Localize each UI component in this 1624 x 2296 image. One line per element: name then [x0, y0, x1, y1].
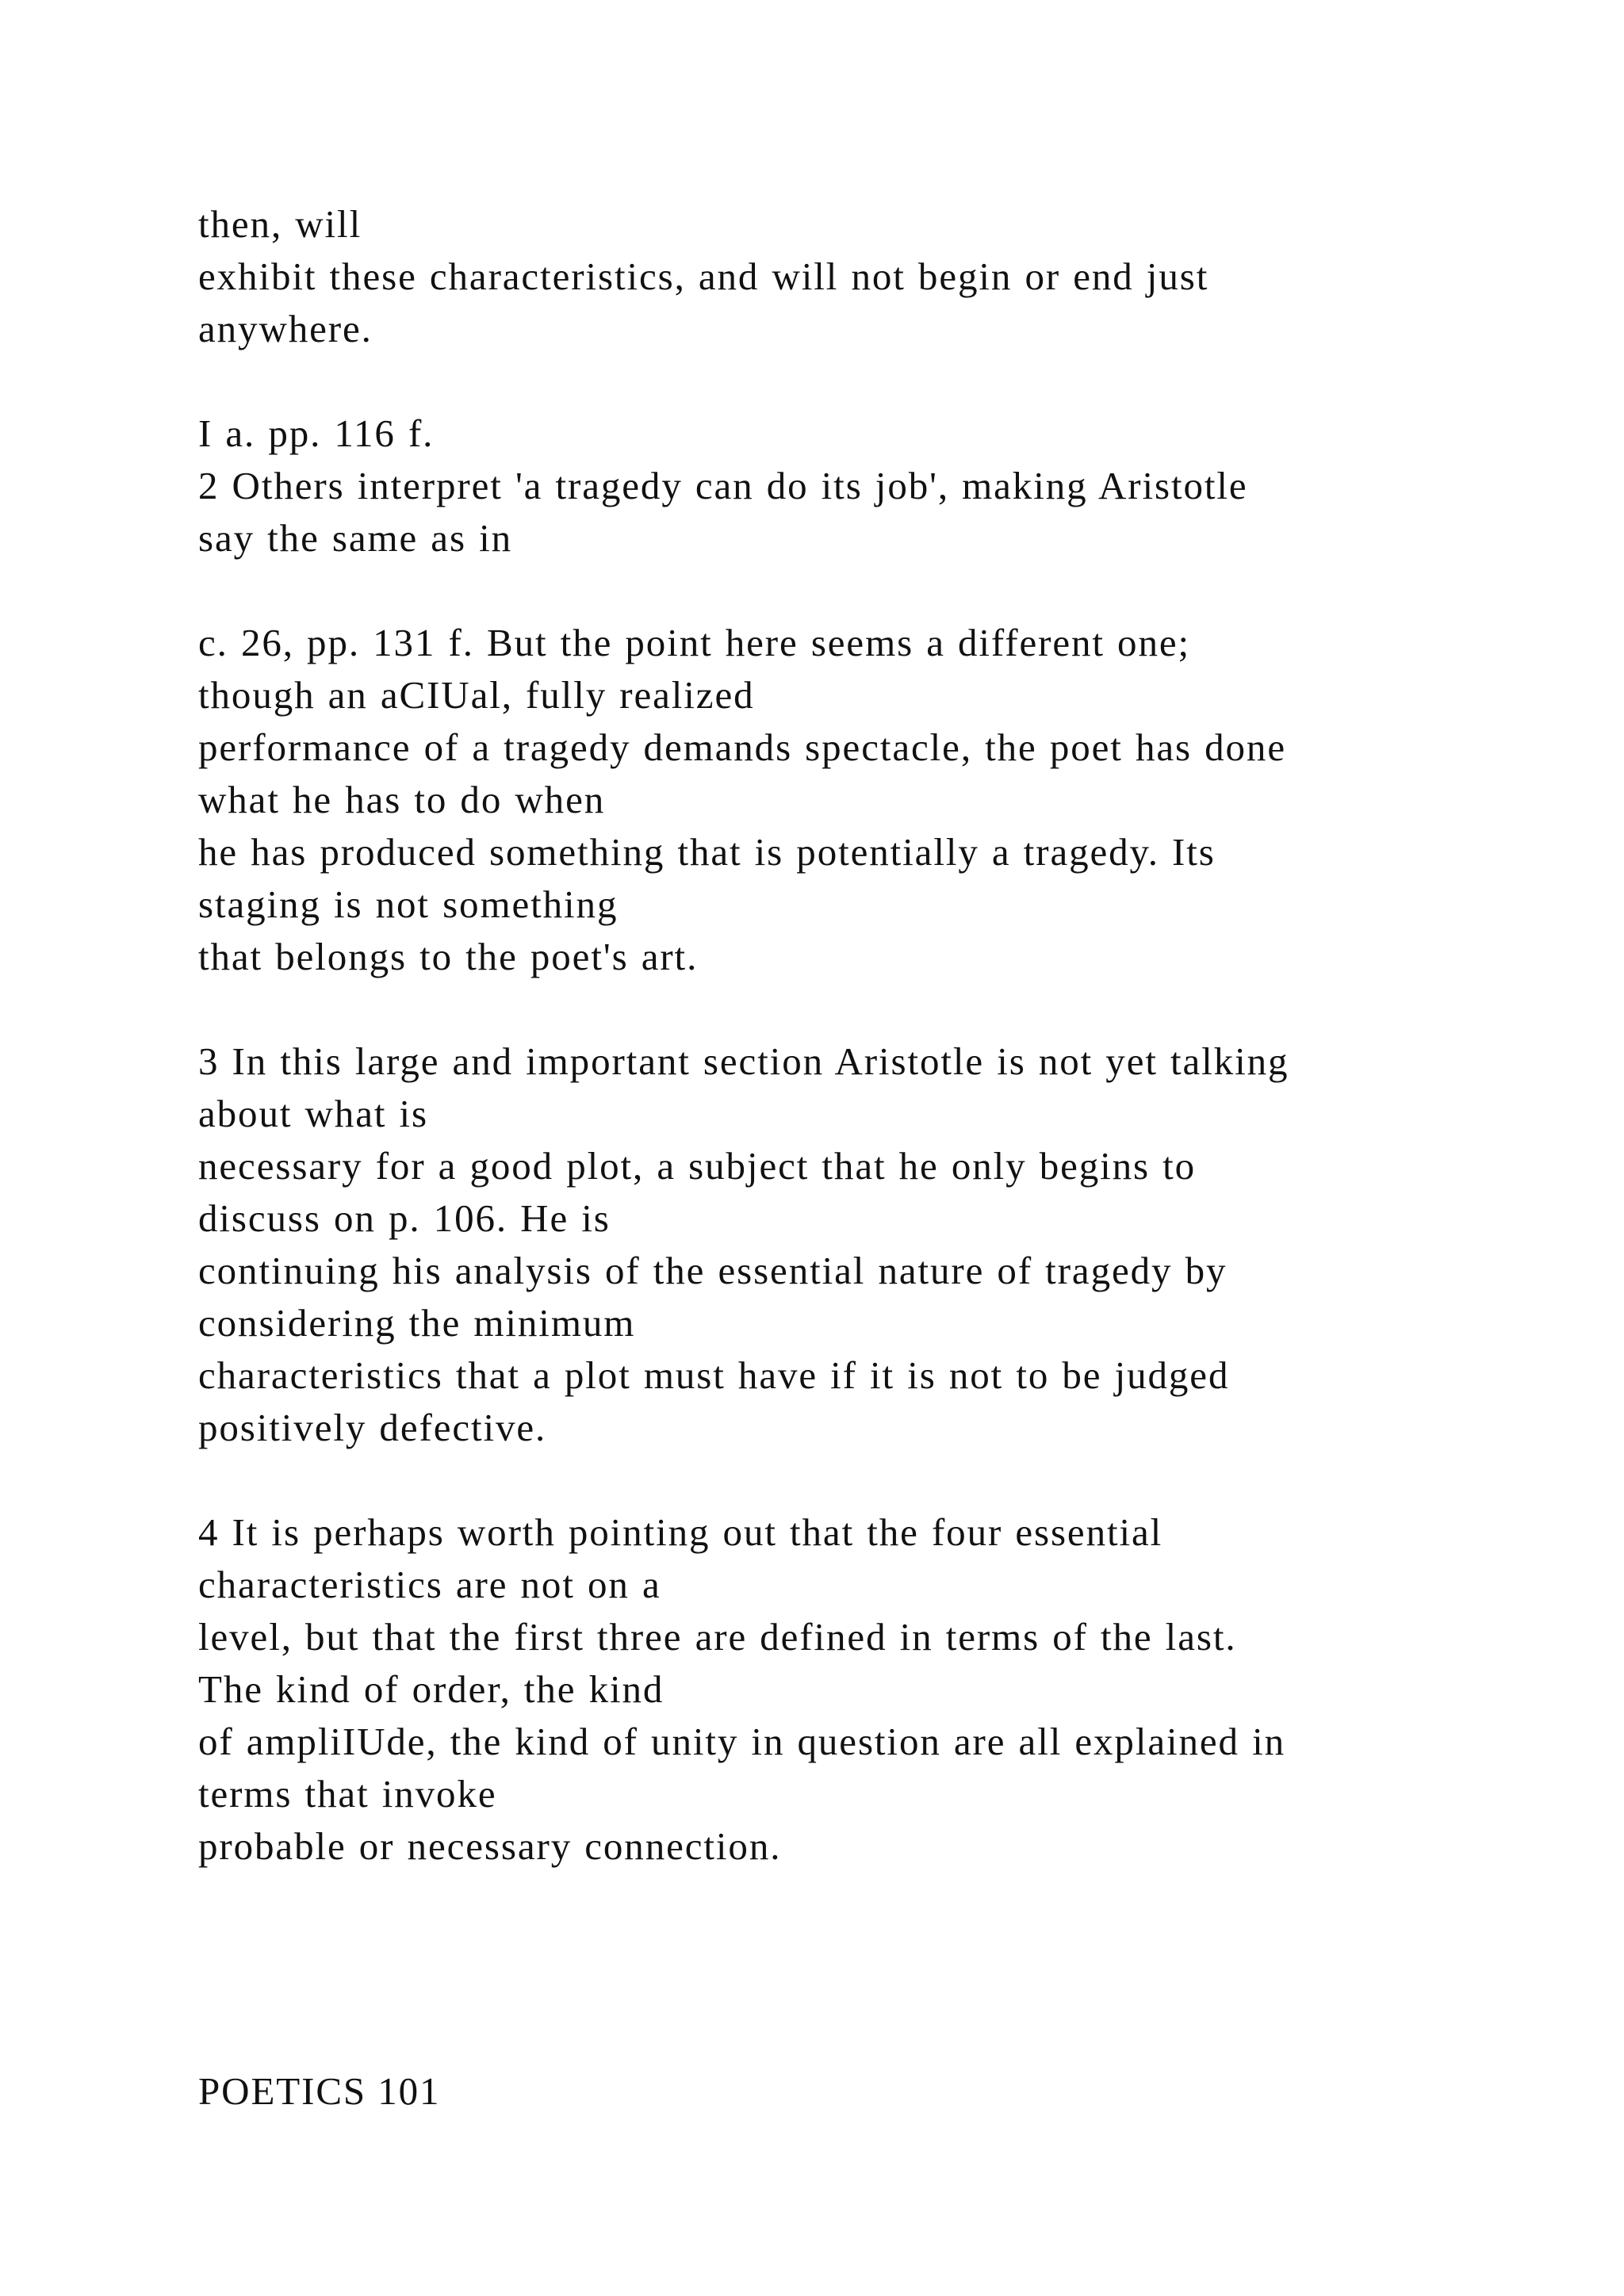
footnote-line: about what is — [198, 1092, 428, 1135]
footnote-line: 3 In this large and important section Aristotle is not yet talking — [198, 1039, 1289, 1083]
footnote-line: considering the minimum — [198, 1301, 636, 1345]
footnote-line: characteristics that a plot must have if it is not to be judged — [198, 1353, 1230, 1397]
footnote-line: necessary for a good plot, a subject that he only begins to — [198, 1144, 1197, 1188]
footnote-line: he has produced something that is potentially a tragedy. Its — [198, 830, 1216, 874]
footnote-line: of ampliIUde, the kind of unity in question are all explained in — [198, 1720, 1286, 1763]
footnote-line: The kind of order, the kind — [198, 1667, 665, 1711]
footnote-line: what he has to do when — [198, 778, 606, 821]
footnote-line: continuing his analysis of the essential nature of tragedy by — [198, 1249, 1228, 1292]
footnote-line: level, but that the first three are defined in terms of the last. — [198, 1615, 1237, 1659]
text-line: exhibit these characteristics, and will not begin or end just — [198, 254, 1209, 298]
footnote-line: characteristics are not on a — [198, 1563, 661, 1606]
footnote-line: say the same as in — [198, 516, 512, 560]
footnote-line: 4 It is perhaps worth pointing out that the four essential — [198, 1510, 1163, 1554]
footnote-line: that belongs to the poet's art. — [198, 935, 699, 978]
footnote-line: performance of a tragedy demands spectacle, the poet has done — [198, 725, 1286, 769]
footnote-line: staging is not something — [198, 882, 619, 926]
text-line: anywhere. — [198, 307, 373, 350]
footnote-line: positively defective. — [198, 1406, 547, 1449]
footnote-line: terms that invoke — [198, 1772, 497, 1816]
footnote-line: though an aCIUal, fully realized — [198, 673, 755, 717]
page-footer: POETICS 101 — [198, 2069, 441, 2113]
footnote-line: probable or necessary connection. — [198, 1824, 782, 1868]
text-line: then, will — [198, 202, 362, 246]
footnote-line: I a. pp. 116 f. — [198, 411, 435, 455]
footnote-line: 2 Others interpret 'a tragedy can do its job', making Aristotle — [198, 464, 1248, 507]
footnote-line: discuss on p. 106. He is — [198, 1196, 611, 1240]
footnote-line: c. 26, pp. 131 f. But the point here seems a different one; — [198, 621, 1191, 664]
